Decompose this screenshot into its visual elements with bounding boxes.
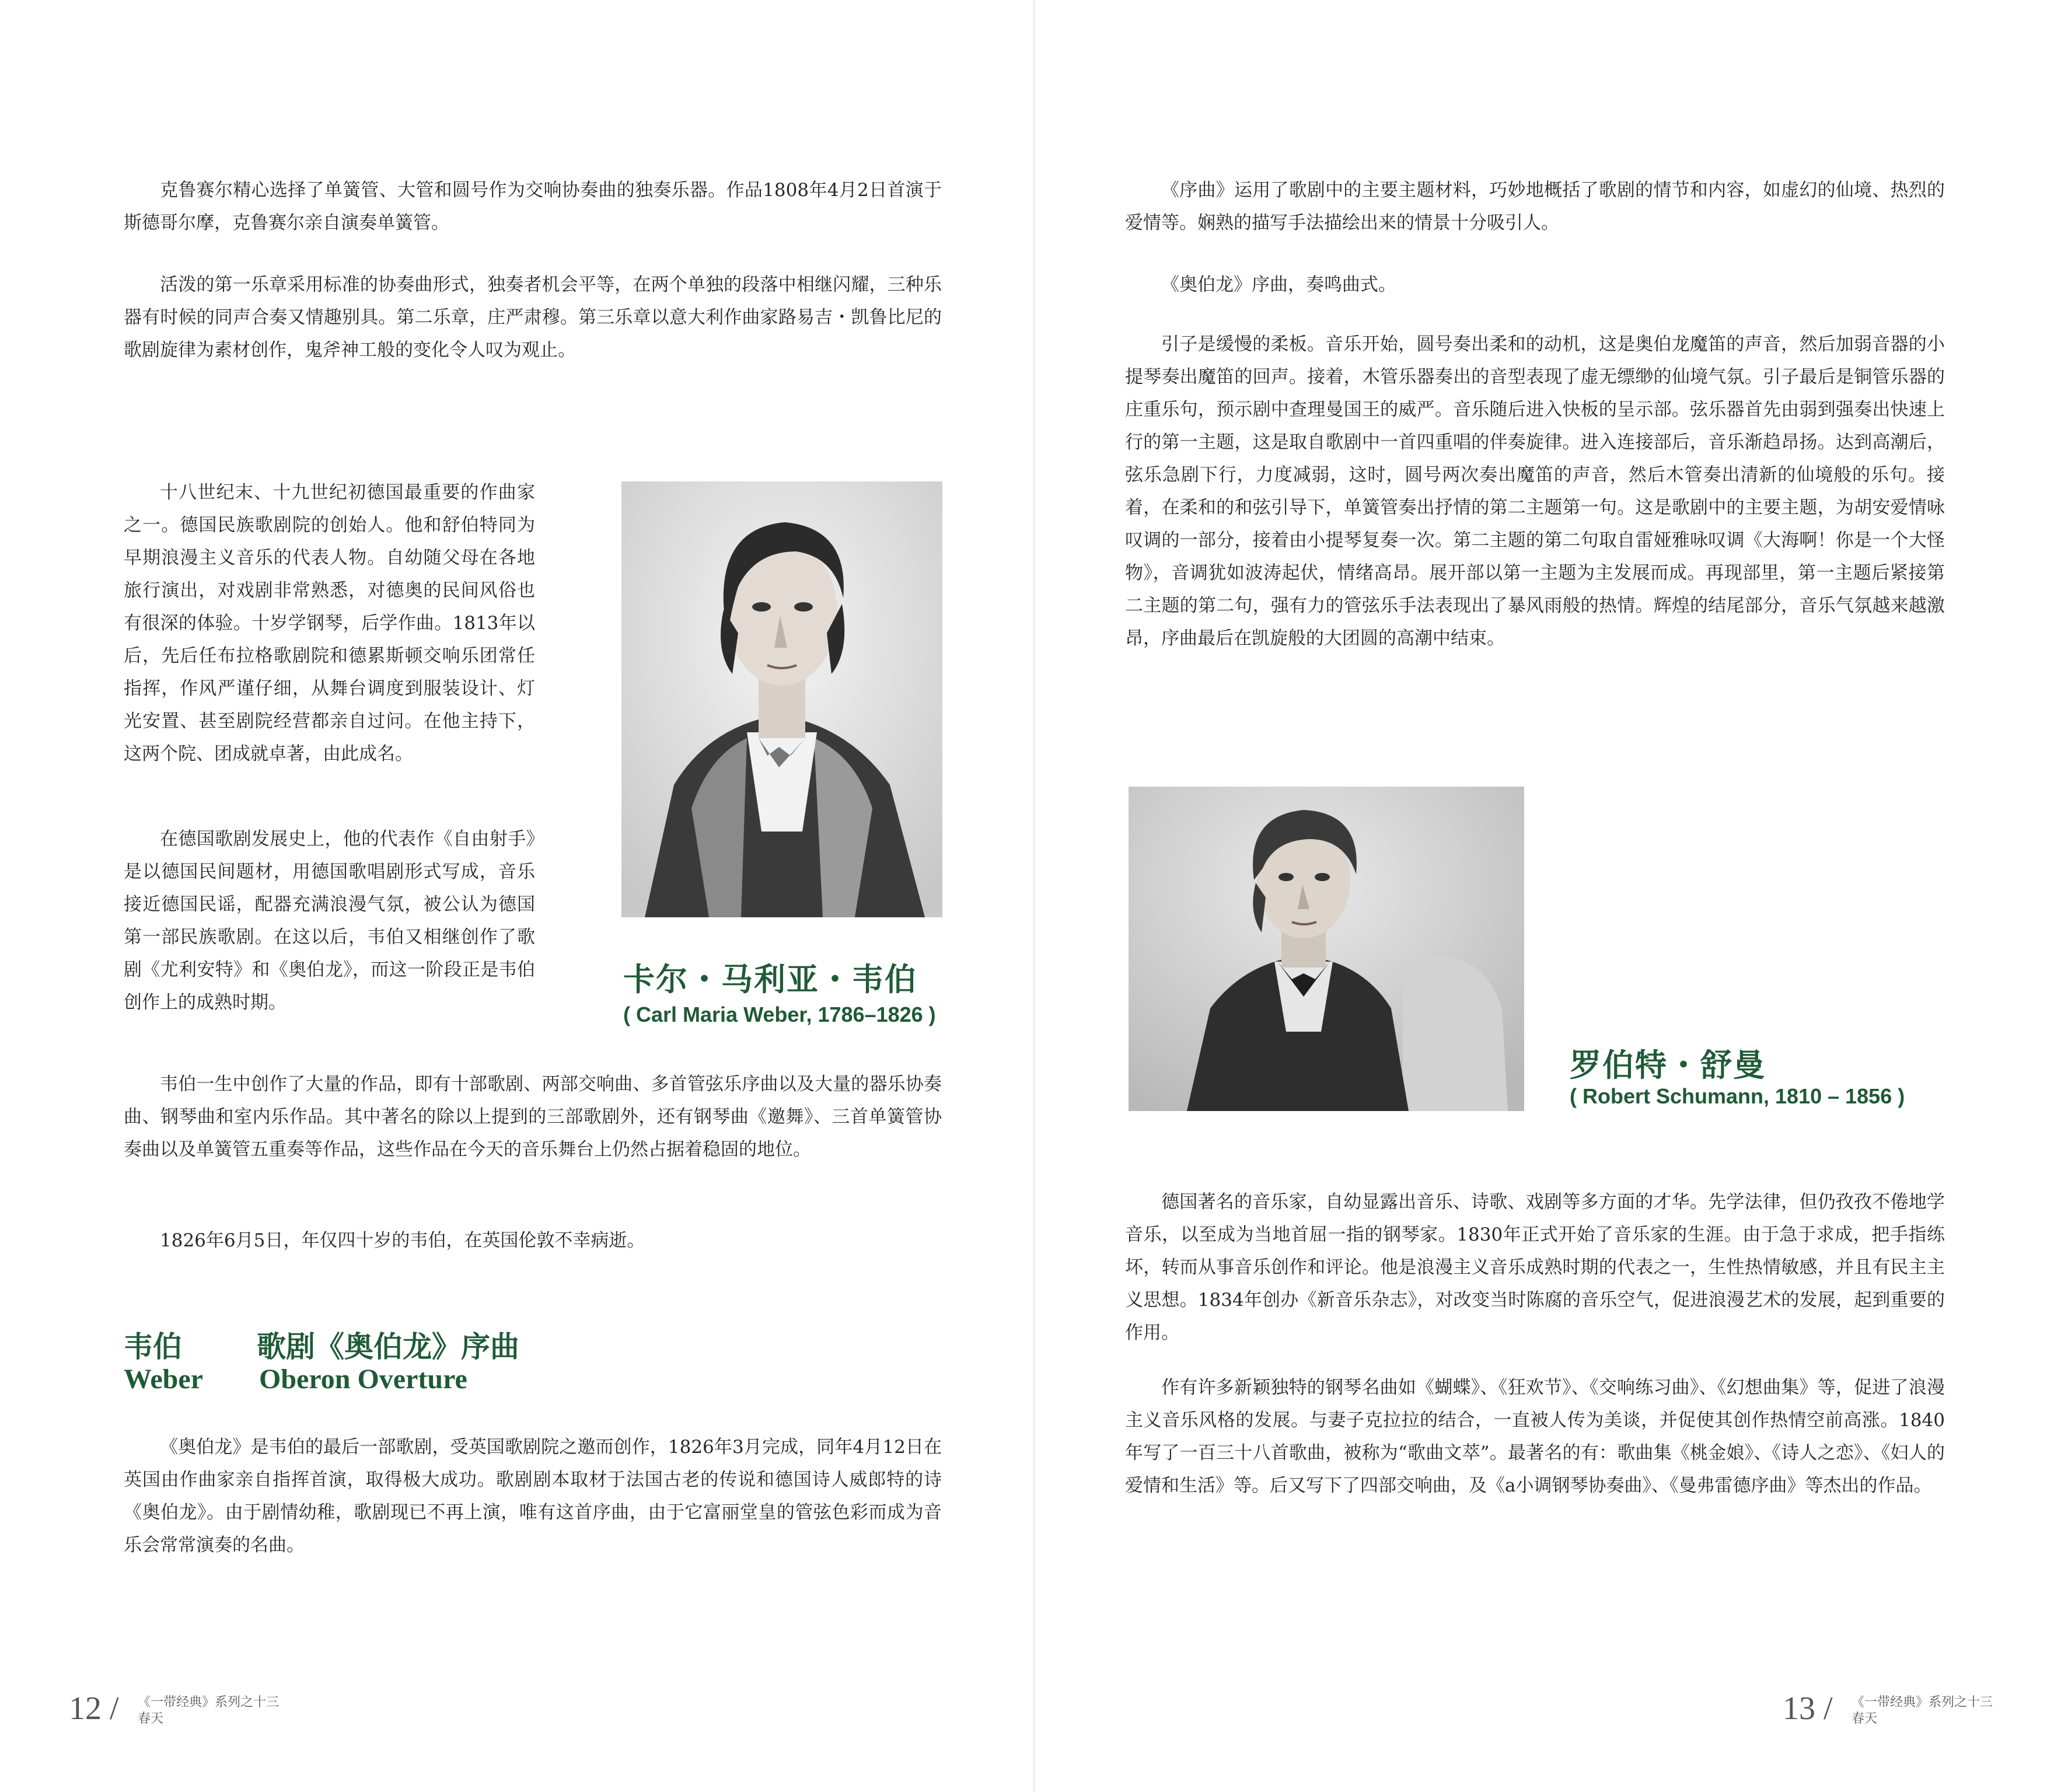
- weber-portrait-drawing: [621, 481, 942, 917]
- paragraph-overture-summary: 《序曲》运用了歌剧中的主要主题材料，巧妙地概括了歌剧的情节和内容，如虚幻的仙境、热烈的爱情等。娴熟的描写手法描绘出来的情景十分吸引人。: [1125, 180, 1945, 233]
- weber-caption-cn: 卡尔・马利亚・韦伯: [623, 960, 917, 998]
- schumann-portrait-image: [1129, 787, 1524, 1111]
- paragraph-overture-form: 《奥伯龙》序曲，奏鸣曲式。: [1161, 274, 1396, 295]
- paragraph-overture-analysis: 引子是缓慢的柔板。音乐开始，圆号奏出柔和的动机，这是奥伯龙魔笛的声音，然后加弱音器的小提琴奏出魔笛的回声。接着，木管乐器奏出的音型表现了虚无缥缈的仙境气氛。引子最后是铜管乐器的庄重乐句，预示剧中查理曼国王的威严。音乐随后进入快板的呈示部。弦乐器首先由弱到强奏出快速上行的第一主题，这是取自歌剧中一首四重唱的伴奏旋律。进入连接部后，音乐渐趋昂扬。达到高潮后，弦乐急剧下行，力度减弱，这时，圆号两次奏出魔笛的声音，然后木管奏出清新的仙境般的乐句。接着，在柔和的和弦引导下，单簧管奏出抒情的第二主题第一句。这是歌剧中的主要主题，为胡安爱情咏叹调的一部分，接着由小提琴复奏一次。第二主题的第二句取自雷娅雅咏叹调《大海啊！你是一个大怪物》，音调犹如波涛起伏，情绪高昂。展开部以第一主题为主发展而成。再现部里，第一主题后紧接第二主题的第二句，强有力的管弦乐手法表现出了暴风雨般的热情。辉煌的结尾部分，音乐气氛越来越激昂，序曲最后在凯旋般的大团圆的高潮中结束。: [1125, 334, 1945, 649]
- paragraph-crusell-intro: 克鲁赛尔精心选择了单簧管、大管和圆号作为交响协奏曲的独奏乐器。作品1808年4月2日首演于斯德哥尔摩，克鲁赛尔亲自演奏单簧管。: [124, 180, 942, 233]
- series-subtitle-left: 春天: [138, 1711, 164, 1726]
- series-title-right: 《一带经典》系列之十三: [1852, 1695, 1993, 1710]
- right-page: [1034, 0, 2068, 1792]
- paragraph-weber-bio: 十八世纪末、十九世纪初德国最重要的作曲家之一。德国民族歌剧院的创始人。他和舒伯特同为早期浪漫主义音乐的代表人物。自幼随父母在各地旅行演出，对戏剧非常熟悉，对德奥的民间风俗也有很深的体验。十岁学钢琴，后学作曲。1813年以后，先后任布拉格歌剧院和德累斯顿交响乐团常任指挥，作风严谨仔细，从舞台调度到服装设计、灯光安置、甚至剧院经营都亲自过问。在他主持下，这两个院、团成就卓著，由此成名。: [124, 482, 535, 764]
- weber-caption-en: ( Carl Maria Weber, 1786–1826 ): [623, 1002, 936, 1026]
- page-number-right: 13 /: [1783, 1690, 1833, 1727]
- heading-work-en: Oberon Overture: [259, 1364, 467, 1395]
- weber-portrait-image: [621, 481, 942, 917]
- series-subtitle-right: 春天: [1852, 1711, 1878, 1726]
- paragraph-oberon-intro: 《奥伯龙》是韦伯的最后一部歌剧，受英国歌剧院之邀而创作，1826年3月完成，同年4月12日在英国由作曲家亲自指挥首演，取得极大成功。歌剧剧本取材于法国古老的传说和德国诗人威郎特的诗《奥伯龙》。由于剧情幼稚，歌剧现已不再上演，唯有这首序曲，由于它富丽堂皇的管弦色彩而成为音乐会常常演奏的名曲。: [124, 1437, 942, 1556]
- page-number-left: 12 /: [69, 1690, 119, 1727]
- heading-composer-en: Weber: [124, 1364, 203, 1395]
- left-page: [0, 0, 1033, 1792]
- paragraph-weber-death: 1826年6月5日，年仅四十岁的韦伯，在英国伦敦不幸病逝。: [160, 1230, 645, 1251]
- paragraph-weber-works: 韦伯一生中创作了大量的作品，即有十部歌剧、两部交响曲、多首管弦乐序曲以及大量的器乐协奏曲、钢琴曲和室内乐作品。其中著名的除以上提到的三部歌剧外，还有钢琴曲《邀舞》、三首单簧管协奏曲以及单簧管五重奏等作品，这些作品在今天的音乐舞台上仍然占据着稳固的地位。: [124, 1074, 942, 1160]
- schumann-caption-en: ( Robert Schumann, 1810 – 1856 ): [1570, 1084, 1905, 1108]
- series-title-left: 《一带经典》系列之十三: [138, 1695, 280, 1710]
- paragraph-crusell-movements: 活泼的第一乐章采用标准的协奏曲形式，独奏者机会平等，在两个单独的段落中相继闪耀，三种乐器有时候的同声合奏又情趣别具。第二乐章，庄严肃穆。第三乐章以意大利作曲家路易吉・凯鲁比尼的歌剧旋律为素材创作，鬼斧神工般的变化令人叹为观止。: [124, 274, 942, 361]
- heading-composer-cn: 韦伯: [124, 1329, 182, 1364]
- heading-work-cn: 歌剧《奥伯龙》序曲: [257, 1329, 519, 1364]
- paragraph-schumann-bio: 德国著名的音乐家，自幼显露出音乐、诗歌、戏剧等多方面的才华。先学法律，但仍孜孜不倦地学音乐，以至成为当地首屈一指的钢琴家。1830年正式开始了音乐家的生涯。由于急于求成，把手指练坏，转而从事音乐创作和评论。他是浪漫主义音乐成熟时期的代表之一，生性热情敏感，并且有民主主义思想。1834年创办《新音乐杂志》，对改变当时陈腐的音乐空气，促进浪漫艺术的发展，起到重要的作用。: [1125, 1192, 1945, 1343]
- schumann-portrait-drawing: [1129, 787, 1524, 1111]
- schumann-caption-cn: 罗伯特・舒曼: [1570, 1046, 1766, 1084]
- paragraph-schumann-works: 作有许多新颖独特的钢琴名曲如《蝴蝶》、《狂欢节》、《交响练习曲》、《幻想曲集》等，促进了浪漫主义音乐风格的发展。与妻子克拉拉的结合，一直被人传为美谈，并促使其创作热情空前高涨。1840年写了一百三十八首歌曲，被称为“歌曲文萃”。最著名的有：歌曲集《桃金娘》、《诗人之恋》、《妇人的爱情和生活》等。后又写下了四部交响曲，及《a小调钢琴协奏曲》、《曼弗雷德序曲》等杰出的作品。: [1125, 1377, 1945, 1496]
- paragraph-weber-opera: 在德国歌剧发展史上，他的代表作《自由射手》是以德国民间题材，用德国歌唱剧形式写成，音乐接近德国民谣，配器充满浪漫气氛，被公认为德国第一部民族歌剧。在这以后，韦伯又相继创作了歌剧《尤利安特》和《奥伯龙》，而这一阶段正是韦伯创作上的成熟时期。: [124, 829, 535, 1013]
